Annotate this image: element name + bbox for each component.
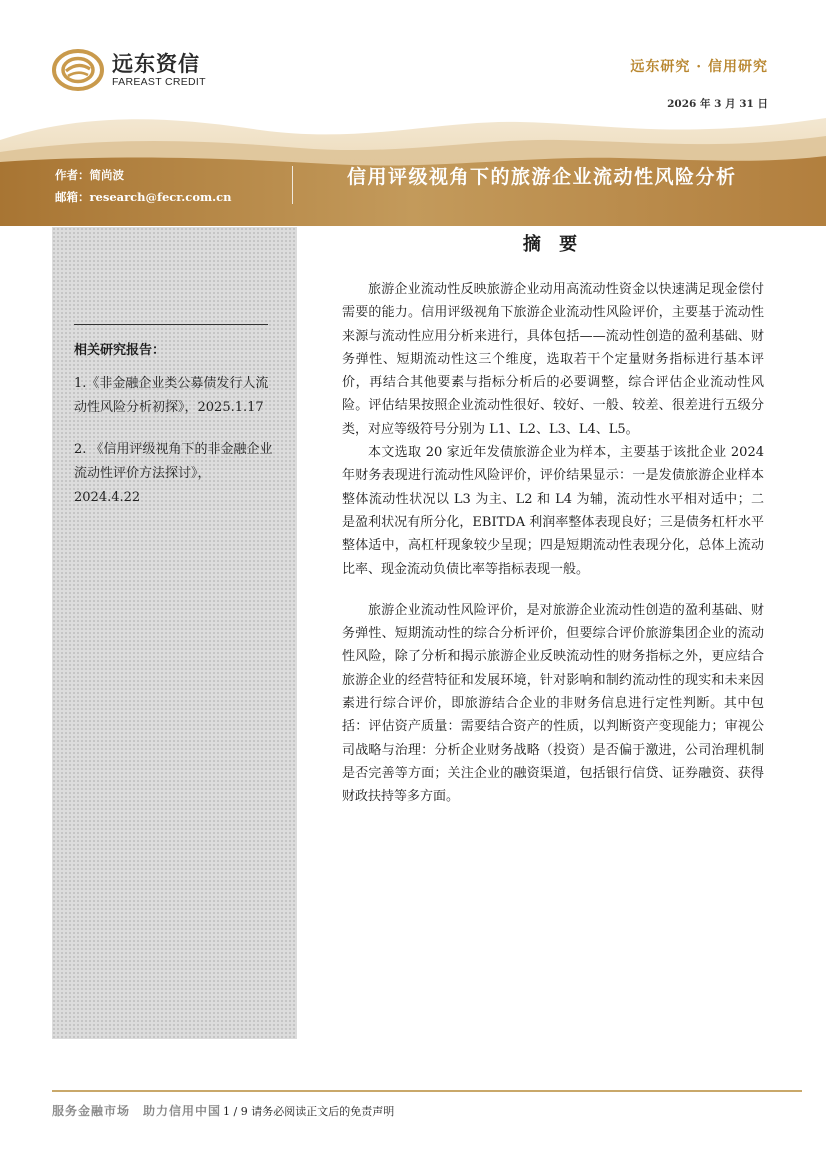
report-series: 远东研究 · 信用研究 bbox=[630, 59, 768, 75]
related-report-item[interactable]: 2. 《信用评级视角下的非金融企业流动性评价方法探讨》，2024.4.22 bbox=[74, 442, 273, 505]
fareast-logo-icon bbox=[52, 48, 104, 92]
sidebar bbox=[52, 227, 297, 1039]
report-title: 信用评级视角下的旅游企业流动性风险分析 bbox=[347, 166, 737, 188]
brand-logo bbox=[52, 48, 206, 92]
page-info: 1 / 9 请务必阅读正文后的免责声明 bbox=[223, 1105, 395, 1118]
related-report-item[interactable]: 1.《非金融企业类公募债发行人流动性风险分析初探》，2025.1.17 bbox=[74, 376, 269, 415]
brand-name-en: FAREAST CREDIT bbox=[112, 75, 206, 88]
related-reports-list bbox=[74, 372, 274, 528]
author-block bbox=[55, 164, 232, 208]
report-date: 2026 年 3 月 31 日 bbox=[667, 98, 768, 110]
related-reports-heading: 相关研究报告： bbox=[74, 343, 166, 358]
abstract-paragraph: 本文选取 20 家近年发债旅游企业为样本，主要基于该批企业 2024 年财务表现进行流动性风险评价，评价结果显示：一是发债旅游企业样本整体流动性状况以 L3 为主、L2 和 L4 为辅，流动性水平相对适中；二是盈利状况有所分化，EBITDA 利润率整体表现良好；三是债务杠杆水平整体适中，高杠杆现象较少呈现；四是短期流动性表现分化，总体上流动比率、现金流动负债比率等指标表现一般。 bbox=[342, 445, 764, 577]
footer-rule bbox=[52, 1090, 802, 1092]
abstract-paragraph: 旅游企业流动性风险评价，是对旅游企业流动性创造的盈利基础、财务弹性、短期流动性的综合分析评价，但要综合评价旅游集团企业的流动性风险，除了分析和揭示旅游企业反映流动性的财务指标之外，更应结合旅游企业的经营特征和发展环境，针对影响和制约流动性的现实和未来因素进行综合评价，即旅游结合企业的非财务信息进行定性判断。其中包括：评估资产质量：需要结合资产的性质，以判断资产变现能力；审视公司战略与治理：分析企业财务战略（投资）是否偏于激进，公司治理机制是否完善等方面；关注企业的融资渠道，包括银行信贷、证券融资、获得财政扶持等多方面。 bbox=[342, 602, 764, 805]
abstract-paragraph: 旅游企业流动性反映旅游企业动用高流动性资金以快速满足现金偿付需要的能力。信用评级视角下旅游企业流动性风险评价，主要基于流动性来源与流动性应用分析来进行，具体包括——流动性创造的盈利基础、财务弹性、短期流动性这三个维度，选取若干个定量财务指标进行基本评价，再结合其他要素与指标分析后的必要调整，综合评估企业流动性风险。评估结果按照企业流动性很好、较好、一般、较差、很差进行五级分类，对应等级符号分别为 L1、L2、L3、L4、L5。 bbox=[342, 282, 764, 437]
author-name: 作者：简尚波 bbox=[55, 168, 124, 182]
footer-slogan: 服务金融市场 助力信用中国 bbox=[52, 1104, 222, 1118]
abstract-title: 摘 要 bbox=[522, 234, 584, 255]
author-email: 邮箱：research@fecr.com.cn bbox=[55, 190, 232, 204]
sidebar-rule bbox=[74, 324, 268, 325]
abstract-body bbox=[342, 278, 764, 809]
footer bbox=[52, 1102, 394, 1119]
banner-divider bbox=[292, 166, 293, 204]
brand-name-cn: 远东资信 bbox=[112, 51, 200, 76]
